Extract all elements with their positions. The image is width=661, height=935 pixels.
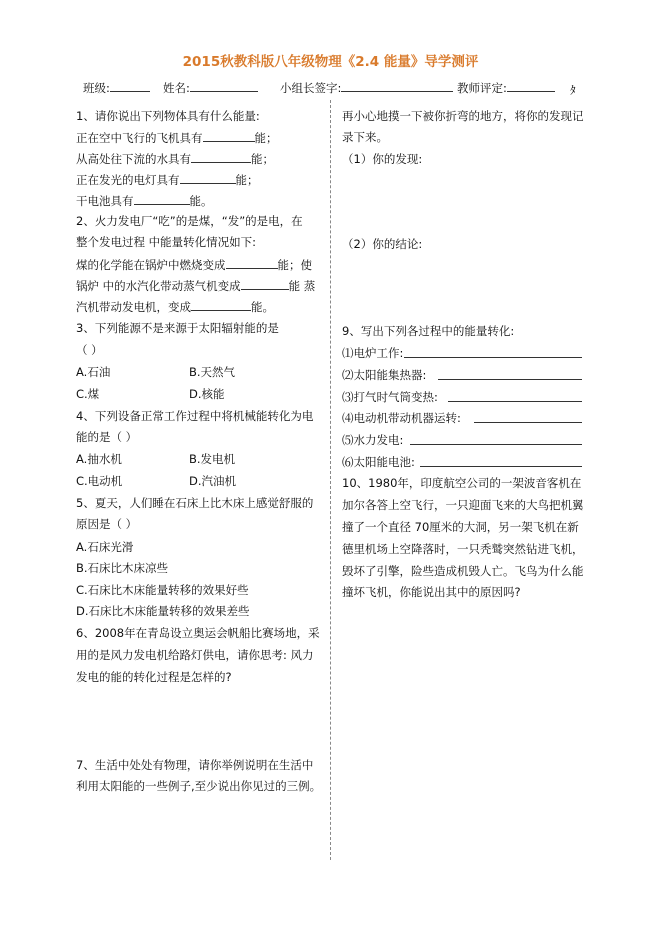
q9-answer-2[interactable] bbox=[438, 379, 582, 380]
q7-line-2: 利用太阳能的一些例子,至少说出你见过的三例。 bbox=[76, 779, 322, 793]
q3-line-1: 3、下列能源不是来源于太阳辐射能的是 bbox=[76, 321, 279, 335]
q1-stem: 1、请你说出下列物体具有什么能量: bbox=[76, 109, 260, 123]
q9-stem: 9、写出下列各过程中的能量转化: bbox=[342, 324, 515, 338]
q8-line-2: 录下来。 bbox=[342, 130, 388, 144]
q1-line-1: 正在空中飞行的飞机具有 能； bbox=[76, 131, 278, 145]
q8-line-1: 再小心地摸一下被你折弯的地方，将你的发现记 bbox=[342, 109, 584, 123]
q9-item-4: ⑷电动机带动机器运转: bbox=[342, 411, 461, 425]
q10-line-1: 10、1980年，印度航空公司的一架波音客机在 bbox=[342, 476, 582, 490]
q10-line-5: 毁坏了引擎，险些造成机毁人亡。飞鸟为什么能 bbox=[342, 564, 584, 578]
q9-answer-1[interactable] bbox=[404, 357, 582, 358]
q2-line-4: 锅炉 中的水汽化带动蒸气机变成 能 蒸 bbox=[76, 279, 316, 293]
class-blank[interactable] bbox=[110, 79, 150, 92]
teacher-label: 教师评定: bbox=[457, 81, 507, 95]
q4-option-a[interactable]: A.抽水机 bbox=[76, 452, 122, 466]
name-field bbox=[163, 79, 258, 96]
q1-line-3: 正在发光的电灯具有 能； bbox=[76, 173, 259, 187]
teacher-blank[interactable] bbox=[507, 79, 555, 92]
q9-answer-5[interactable] bbox=[410, 444, 582, 445]
q4-line-2: 能的是（ ） bbox=[76, 430, 138, 444]
header-mark: ﾀ bbox=[570, 83, 576, 97]
q10-line-3: 撞了一个直径 70厘米的大洞，另一架飞机在新 bbox=[342, 520, 579, 534]
q1-line-2: 从高处往下流的水具有 能； bbox=[76, 152, 274, 166]
q9-answer-4[interactable] bbox=[474, 422, 582, 423]
q4-option-d[interactable]: D.汽油机 bbox=[189, 474, 237, 488]
q4-option-b[interactable]: B.发电机 bbox=[189, 452, 236, 466]
q3-option-a[interactable]: A.石油 bbox=[76, 365, 111, 379]
q2-blank-3[interactable] bbox=[191, 298, 251, 311]
q9-item-1: ⑴电炉工作: bbox=[342, 346, 404, 360]
q2-line-3: 煤的化学能在锅炉中燃烧变成 能；使 bbox=[76, 258, 312, 272]
q7-line-1: 7、生活中处处有物理，请你举例说明在生活中 bbox=[76, 758, 314, 772]
q8-part-2: （2）你的结论: bbox=[342, 237, 423, 251]
q1-blank-4[interactable] bbox=[134, 192, 190, 205]
q3-answer-paren[interactable]: （ ） bbox=[76, 343, 103, 357]
q3-option-c[interactable]: C.煤 bbox=[76, 387, 100, 401]
q4-line-1: 4、下列设备正常工作过程中将机械能转化为电 bbox=[76, 409, 314, 423]
q2-blank-1[interactable] bbox=[226, 256, 278, 269]
q9-item-5: ⑸水力发电: bbox=[342, 433, 404, 447]
q5-option-b[interactable]: B.石床比木床凉些 bbox=[76, 561, 169, 575]
teacher-field bbox=[457, 79, 555, 96]
q8-part-1: （1）你的发现: bbox=[342, 152, 423, 166]
q10-line-4: 德里机场上空降落时，一只秃鹫突然钻进飞机， bbox=[342, 542, 584, 556]
q1-blank-2[interactable] bbox=[191, 150, 251, 163]
name-blank[interactable] bbox=[190, 79, 258, 92]
q1-blank-3[interactable] bbox=[180, 171, 236, 184]
name-label: 姓名: bbox=[163, 81, 190, 95]
page-title: 2015秋教科版八年级物理《2.4 能量》导学测评 bbox=[182, 54, 479, 70]
q2-line-5: 汽机带动发电机，变成 能。 bbox=[76, 300, 274, 314]
q2-line-1: 2、火力发电厂“吃”的是煤，“发”的是电，在 bbox=[76, 214, 303, 228]
q5-line-2: 原因是（ ） bbox=[76, 517, 138, 531]
leader-blank[interactable] bbox=[341, 79, 453, 92]
column-divider bbox=[330, 100, 331, 860]
q5-option-d[interactable]: D.石床比木床能量转移的效果差些 bbox=[76, 604, 250, 618]
q9-answer-6[interactable] bbox=[420, 466, 582, 467]
q2-blank-2[interactable] bbox=[241, 277, 289, 290]
q3-option-b[interactable]: B.天然气 bbox=[189, 365, 236, 379]
q3-option-d[interactable]: D.核能 bbox=[189, 387, 225, 401]
class-label: 班级: bbox=[83, 81, 110, 95]
q4-option-c[interactable]: C.电动机 bbox=[76, 474, 123, 488]
class-field bbox=[83, 79, 150, 96]
q5-option-c[interactable]: C.石床比木床能量转移的效果好些 bbox=[76, 583, 249, 597]
q1-line-4: 干电池具有 能。 bbox=[76, 194, 213, 208]
q1-blank-1[interactable] bbox=[203, 129, 255, 142]
q9-item-6: ⑹太阳能电池: bbox=[342, 455, 415, 469]
q9-answer-3[interactable] bbox=[448, 401, 582, 402]
q9-item-2: ⑵太阳能集热器: bbox=[342, 368, 427, 382]
q6-line-3: 发电的能的转化过程是怎样的? bbox=[76, 670, 232, 684]
q10-line-2: 加尔各答上空飞行，一只迎面飞来的大鸟把机翼 bbox=[342, 498, 584, 512]
q10-line-6: 撞坏飞机，你能说出其中的原因吗? bbox=[342, 585, 521, 599]
leader-label: 小组长签字: bbox=[280, 81, 342, 95]
q9-item-3: ⑶打气时气筒变热: bbox=[342, 390, 438, 404]
q6-line-2: 用的是风力发电机给路灯供电，请你思考: 风力 bbox=[76, 648, 314, 662]
q6-line-1: 6、2008年在青岛设立奥运会帆船比赛场地，采 bbox=[76, 626, 320, 640]
q2-line-2: 整个发电过程 中能量转化情况如下: bbox=[76, 235, 257, 249]
q5-option-a[interactable]: A.石床光滑 bbox=[76, 540, 134, 554]
q5-line-1: 5、夏天，人们睡在石床上比木床上感觉舒服的 bbox=[76, 496, 314, 510]
leader-field bbox=[280, 79, 453, 96]
